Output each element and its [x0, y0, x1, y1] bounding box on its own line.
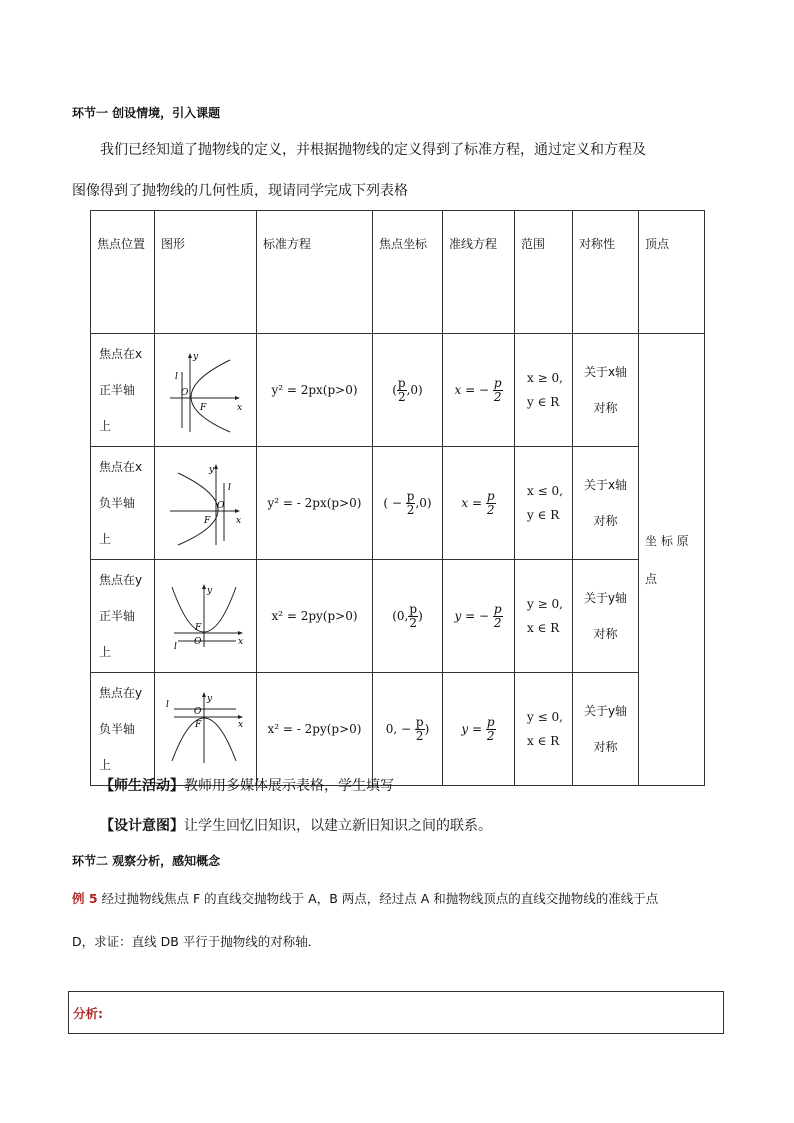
- vertex-cell: 坐 标 原 点: [639, 334, 705, 786]
- standard-equation-cell: y² = - 2px(p>0): [257, 447, 373, 560]
- graph-cell: [155, 673, 257, 786]
- svg-text:O: O: [180, 388, 188, 398]
- svg-text:O: O: [216, 501, 224, 511]
- directrix-cell: x = − $\frac{p}{2}$: [443, 334, 515, 447]
- svg-text:x: x: [237, 637, 243, 647]
- design-text: 让学生回忆旧知识，以建立新旧知识之间的联系。: [184, 818, 492, 834]
- parabola-left-graph: [164, 457, 248, 549]
- focus-location-cell: 焦点在y 负半轴 上: [91, 673, 155, 786]
- range-cell: x ≥ 0, y ∈ R: [515, 334, 573, 447]
- standard-equation-cell: x² = - 2py(p>0): [257, 673, 373, 786]
- svg-text:F: F: [194, 623, 201, 633]
- example-line-2: D，求证：直线 DB 平行于抛物线的对称轴．: [72, 934, 321, 949]
- header-focus-coordinates: 焦点坐标: [373, 211, 443, 334]
- intro-line-2: 图像得到了抛物线的几何性质，现请同学完成下列表格: [72, 183, 408, 199]
- header-vertex: 顶点: [639, 211, 705, 334]
- example-line-1: [72, 889, 658, 907]
- symmetry-cell: 关于x轴 对称: [573, 334, 639, 447]
- svg-text:F: F: [203, 516, 210, 526]
- directrix-cell: x = $\frac{p}{2}$: [443, 447, 515, 560]
- svg-text:l: l: [173, 642, 177, 651]
- svg-text:y: y: [192, 352, 198, 362]
- header-range: 范围: [515, 211, 573, 334]
- svg-text:x: x: [236, 403, 242, 413]
- intro-line-1: 我们已经知道了抛物线的定义，并根据抛物线的定义得到了标准方程，通过定义和方程及: [100, 142, 646, 158]
- table-row: [91, 334, 705, 447]
- focus-coordinates-cell: ( − $\frac{p}{2}$ ,0): [373, 447, 443, 560]
- directrix-cell: y = $\frac{p}{2}$: [443, 673, 515, 786]
- design-label: 【设计意图】: [100, 818, 184, 834]
- teacher-student-activity: [100, 776, 394, 796]
- parabola-right-graph: [164, 344, 248, 436]
- analysis-box: [68, 991, 724, 1034]
- focus-location-cell: 焦点在x 正半轴 上: [91, 334, 155, 447]
- standard-equation-cell: y² = 2px(p>0): [257, 334, 373, 447]
- header-graph: 图形: [155, 211, 257, 334]
- graph-cell: [155, 560, 257, 673]
- activity-text: 教师用多媒体展示表格，学生填写: [184, 778, 394, 794]
- svg-text:l: l: [174, 372, 178, 382]
- svg-text:F: F: [199, 403, 206, 413]
- directrix-cell: y = − $\frac{p}{2}$: [443, 560, 515, 673]
- example-text-1: 经过抛物线焦点 F 的直线交抛物线于 A，B 两点，经过点 A 和抛物线顶点的直线交抛物线的准线于点: [101, 891, 659, 906]
- symmetry-cell: 关于y轴 对称: [573, 673, 639, 786]
- focus-coordinates-cell: 0, − $\frac{p}{2}$ ): [373, 673, 443, 786]
- svg-text:y: y: [208, 465, 214, 475]
- focus-coordinates-cell: (0, $\frac{p}{2}$ ): [373, 560, 443, 673]
- range-cell: y ≥ 0, x ∈ R: [515, 560, 573, 673]
- section-2-title: 环节二 观察分析，感知概念: [72, 854, 221, 868]
- activity-label: 【师生活动】: [100, 778, 184, 794]
- svg-text:x: x: [235, 516, 241, 526]
- parabola-up-graph: [164, 581, 248, 651]
- focus-location-cell: 焦点在x 负半轴 上: [91, 447, 155, 560]
- parabola-properties-table: [90, 210, 705, 786]
- header-symmetry: 对称性: [573, 211, 639, 334]
- svg-text:l: l: [227, 483, 231, 493]
- range-cell: y ≤ 0, x ∈ R: [515, 673, 573, 786]
- svg-text:O: O: [193, 707, 201, 717]
- svg-text:y: y: [206, 694, 212, 704]
- table-header-row: [91, 211, 705, 334]
- standard-equation-cell: x² = 2py(p>0): [257, 560, 373, 673]
- design-intent: [100, 816, 492, 836]
- svg-text:O: O: [193, 637, 201, 647]
- graph-cell: [155, 447, 257, 560]
- header-focus-position: 焦点位置: [91, 211, 155, 334]
- focus-location-cell: 焦点在y 正半轴 上: [91, 560, 155, 673]
- section-1-title: 环节一 创设情境，引入课题: [72, 106, 221, 120]
- svg-text:x: x: [237, 720, 243, 730]
- svg-text:y: y: [206, 586, 212, 596]
- svg-text:F: F: [194, 720, 201, 730]
- focus-coordinates-cell: ( $\frac{p}{2}$ ,0): [373, 334, 443, 447]
- parabola-down-graph: [164, 691, 248, 767]
- example-label: 例 5: [72, 891, 98, 906]
- table-row: [91, 673, 705, 786]
- symmetry-cell: 关于x轴 对称: [573, 447, 639, 560]
- table-row: [91, 447, 705, 560]
- range-cell: x ≤ 0, y ∈ R: [515, 447, 573, 560]
- svg-text:l: l: [165, 700, 169, 710]
- table-row: [91, 560, 705, 673]
- analysis-label: 分析:: [73, 1006, 103, 1021]
- header-directrix: 准线方程: [443, 211, 515, 334]
- graph-cell: [155, 334, 257, 447]
- header-standard-equation: 标准方程: [257, 211, 373, 334]
- symmetry-cell: 关于y轴 对称: [573, 560, 639, 673]
